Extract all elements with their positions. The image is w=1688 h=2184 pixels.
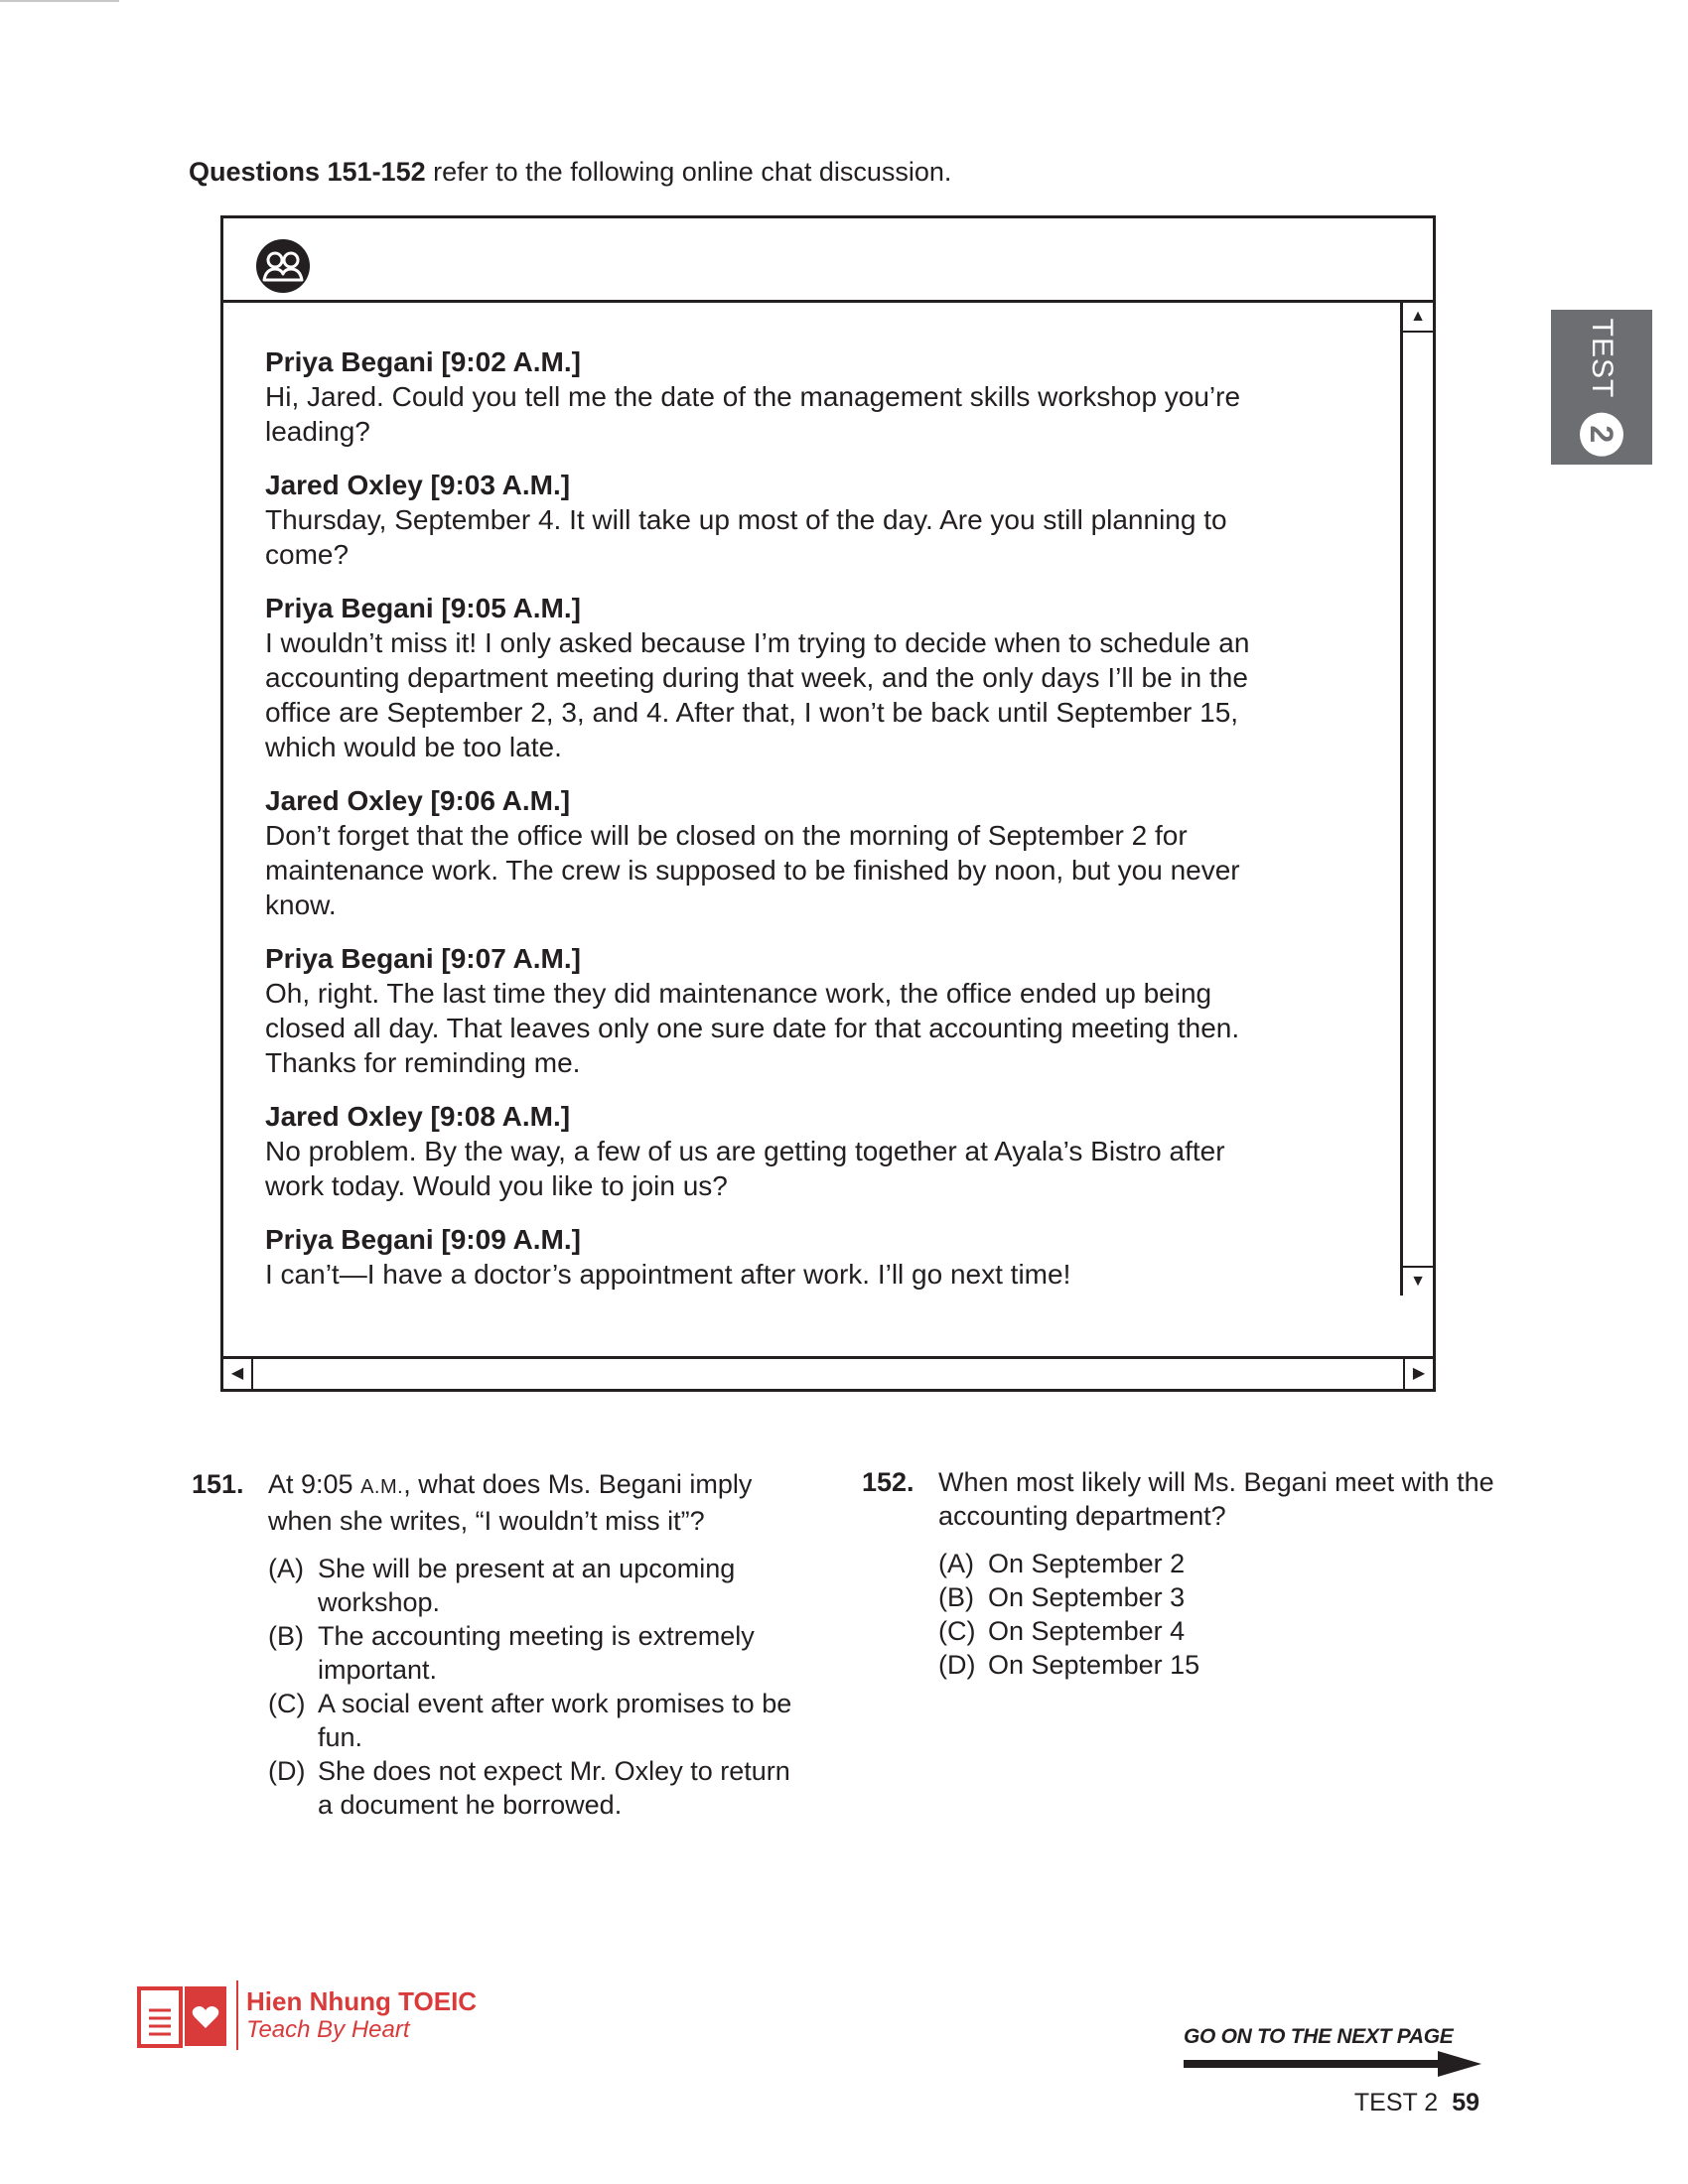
question-text-part: At 9:05 [268,1469,361,1499]
answer-option-b[interactable] [938,1580,1497,1614]
message-line: Don’t forget that the office will be closed on the morning of September 2 for [265,820,1188,851]
question-151 [192,1467,807,1822]
message-line: No problem. By the way, a few of us are getting together at Ayala’s Bistro after [265,1136,1225,1166]
option-text: On September 4 [988,1616,1186,1646]
message-text [265,379,1377,449]
section-tab-number: 2 [1580,412,1623,456]
message-text [265,976,1377,1080]
option-text: A social event after work promises to be fun. [318,1689,792,1752]
arrow-right-icon [1184,2051,1481,2077]
option-letter: (B) [268,1621,304,1651]
vertical-scrollbar[interactable] [1400,303,1433,1296]
question-text [268,1467,807,1538]
brand-logo [135,1980,477,2050]
message-line: Thanks for reminding me. [265,1047,581,1078]
arrow-up-icon[interactable]: ▲ [1403,303,1433,333]
chat-message [265,942,1377,1080]
message-line: I can’t—I have a doctor’s appointment after work. I’ll go next time! [265,1259,1071,1290]
questions-range: Questions 151-152 [189,157,426,187]
answer-options [938,1547,1497,1682]
option-text: The accounting meeting is extremely important. [318,1621,755,1685]
brand-name: Hien Nhung TOEIC [246,1986,478,2016]
answer-option-c[interactable] [268,1687,807,1754]
go-next-page [1184,2025,1481,2075]
message-line: maintenance work. The crew is supposed to be finished by noon, but you never [265,855,1240,886]
chat-message [265,1223,1377,1292]
message-line: come? [265,539,350,570]
option-text: On September 15 [988,1650,1200,1680]
option-letter: (D) [938,1650,976,1680]
go-next-label: GO ON TO THE NEXT PAGE [1184,2025,1454,2048]
question-number: 152. [862,1467,914,1497]
chat-window [220,215,1436,1392]
message-line: accounting department meeting during that week, and the only days I’ll be in the [265,662,1248,693]
message-line: work today. Would you like to join us? [265,1170,728,1201]
option-letter: (B) [938,1582,974,1612]
message-line: closed all day. That leaves only one sure date for that accounting meeting then. [265,1013,1240,1043]
answer-option-d[interactable] [938,1648,1497,1682]
intro-text: refer to the following online chat discussion. [425,157,952,187]
message-sender: Priya Begani [9:07 A.M.] [265,943,581,974]
book-heart-logo-icon [135,1980,230,2050]
footer-test-label: TEST 2 [1353,2089,1439,2116]
message-sender: Jared Oxley [9:06 A.M.] [265,785,571,816]
option-letter: (C) [268,1689,306,1718]
test-section-tab [1551,310,1652,465]
group-chat-icon [255,238,311,294]
message-sender: Jared Oxley [9:08 A.M.] [265,1101,571,1132]
brand-text [246,1986,477,2044]
section-tab-label: TEST [1586,318,1618,399]
option-letter: (A) [268,1554,304,1583]
question-number: 151. [192,1469,244,1499]
chat-message [265,345,1377,449]
arrow-down-icon[interactable]: ▼ [1403,1266,1433,1296]
answer-option-a[interactable] [268,1552,807,1619]
message-sender: Priya Begani [9:09 A.M.] [265,1224,581,1255]
message-line: office are September 2, 3, and 4. After that, I won’t be back until September 15, [265,697,1239,728]
option-text: On September 2 [988,1549,1186,1578]
message-line: leading? [265,416,370,447]
chat-message [265,469,1377,572]
message-sender: Priya Begani [9:05 A.M.] [265,593,581,623]
answer-option-a[interactable] [938,1547,1497,1580]
answer-option-d[interactable] [268,1754,807,1822]
message-text [265,625,1377,764]
message-text [265,1134,1377,1203]
answer-options [268,1552,807,1822]
answer-option-c[interactable] [938,1614,1497,1648]
page-footer [1354,2089,1479,2117]
chat-messages [265,345,1377,1311]
message-line: which would be too late. [265,732,562,762]
option-text: She will be present at an upcoming workshop. [318,1554,736,1617]
option-letter: (D) [268,1756,306,1786]
message-sender: Priya Begani [9:02 A.M.] [265,346,581,377]
logo-divider [236,1980,238,2050]
question-text-smallcaps: A.M. [360,1476,404,1498]
option-text: On September 3 [988,1582,1186,1612]
message-line: I wouldn’t miss it! I only asked because I’m trying to decide when to schedule an [265,627,1250,658]
option-text: She does not expect Mr. Oxley to return a document he borrowed. [318,1756,790,1820]
message-text [265,818,1377,922]
message-line: know. [265,889,337,920]
brand-slogan: Teach By Heart [246,2016,410,2043]
option-letter: (A) [938,1549,974,1578]
chat-message [265,592,1377,764]
chat-header [223,218,1433,303]
question-text-part: , what does Ms. Begani imply when she writes, “I wouldn’t miss it”? [268,1469,753,1536]
answer-option-b[interactable] [268,1619,807,1687]
message-line: Thursday, September 4. It will take up most of the day. Are you still planning to [265,504,1227,535]
arrow-left-icon[interactable]: ◀ [223,1359,253,1389]
option-letter: (C) [938,1616,976,1646]
question-text: When most likely will Ms. Begani meet with the accounting department? [938,1467,1494,1531]
message-sender: Jared Oxley [9:03 A.M.] [265,470,571,500]
chat-message [265,1100,1377,1203]
message-text [265,502,1377,572]
message-text [265,1257,1377,1292]
question-152 [862,1465,1497,1682]
top-rule [0,0,119,2]
message-line: Oh, right. The last time they did maintenance work, the office ended up being [265,978,1212,1009]
horizontal-scrollbar[interactable] [223,1356,1433,1389]
questions-intro [189,157,951,188]
page-number: 59 [1452,2089,1479,2116]
arrow-right-icon[interactable]: ▶ [1403,1359,1433,1389]
chat-message [265,784,1377,922]
message-line: Hi, Jared. Could you tell me the date of the management skills workshop you’re [265,381,1241,412]
